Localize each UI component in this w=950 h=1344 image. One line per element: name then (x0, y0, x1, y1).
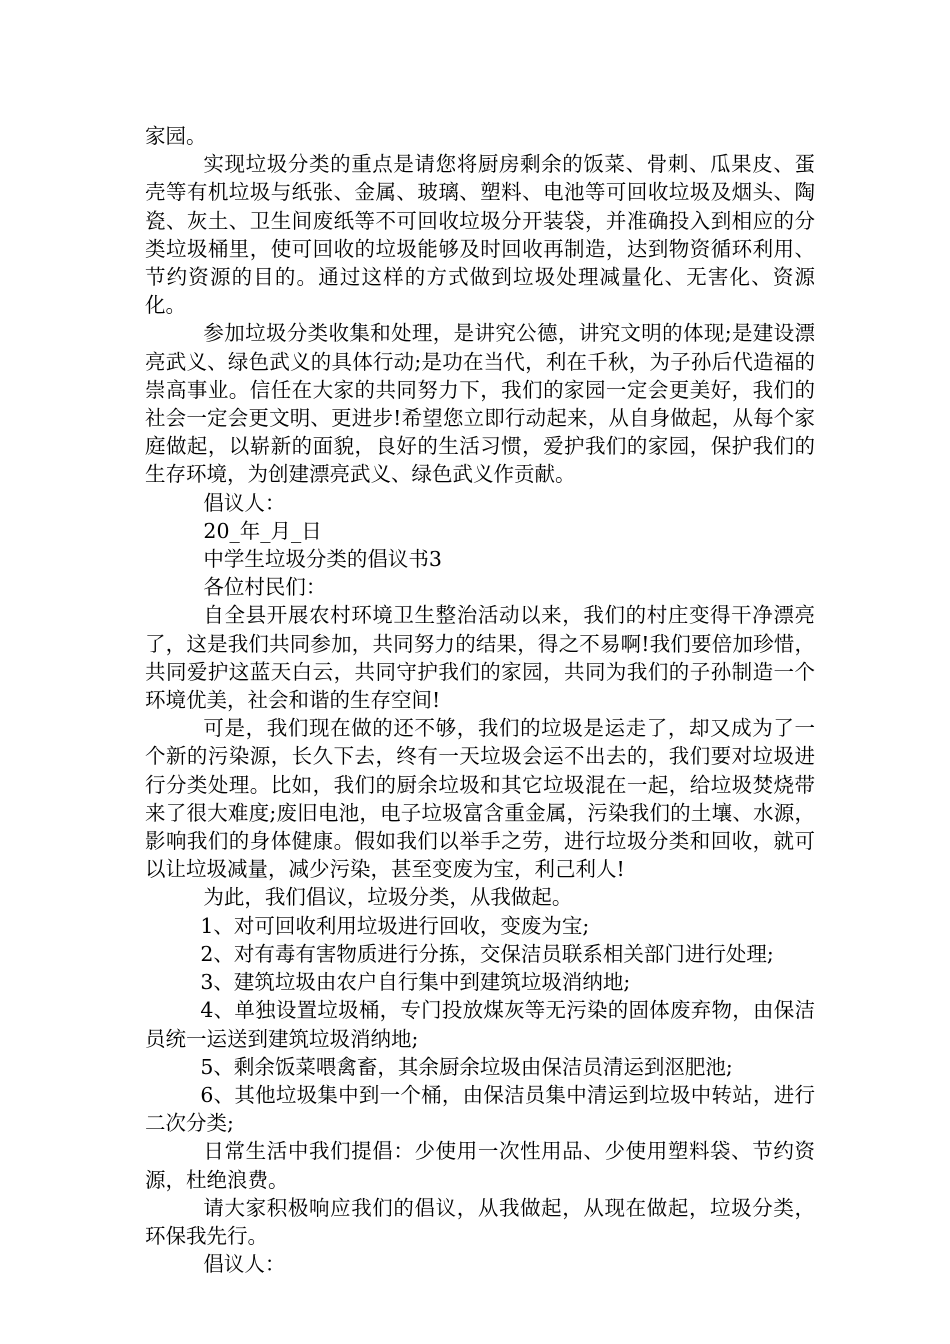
list-item-4: 4、单独设置垃圾桶，专门投放煤灰等无污染的固体废弃物，由保洁员统一运送到建筑垃圾消纳地; (145, 998, 815, 1051)
list-item-1: 1、对可回收利用垃圾进行回收，变废为宝; (200, 913, 590, 938)
list-item-5: 5、剩余饭菜喂禽畜，其余厨余垃圾由保洁员清运到沤肥池; (200, 1054, 733, 1079)
section-title: 中学生垃圾分类的倡议书3 (203, 547, 442, 572)
signature-label-2: 倡议人： (203, 1252, 286, 1277)
paragraph-problem: 可是，我们现在做的还不够，我们的垃圾是运走了，却又成为了一个新的污染源，长久下去，终有一天垃圾会运不出去的，我们要对垃圾进行分类处理。比如，我们的厨余垃圾和其它垃圾混在一起，给垃圾焚烧带来了很大难度;废旧电池，电子垃圾富含重金属，污染我们的土壤、水源，影响我们的身体健康。假如我们以举手之劳，进行垃圾分类和回收，就可以让垃圾减量，减少污染，甚至变废为宝，利己利人! (145, 716, 815, 882)
date-line: 20_年_月_日 (203, 518, 322, 543)
salutation: 各位村民们： (203, 575, 327, 600)
list-item-3: 3、建筑垃圾由农户自行集中到建筑垃圾消纳地; (200, 970, 631, 995)
list-item-2: 2、对有毒有害物质进行分拣，交保洁员联系相关部门进行处理; (200, 941, 774, 966)
paragraph-continuation: 家园。 (145, 124, 207, 148)
signature-label: 倡议人： (203, 490, 286, 515)
paragraph-daily-life: 日常生活中我们提倡：少使用一次性用品、少使用塑料袋、节约资源，杜绝浪费。 (145, 1139, 815, 1192)
paragraph-village-intro: 自全县开展农村环境卫生整治活动以来，我们的村庄变得干净漂亮了，这是我们共同参加，共同努力的结果，得之不易啊!我们要倍加珍惜，共同爱护这蓝天白云，共同守护我们的家园，共同为我们的子孙制造一个环境优美，社会和谐的生存空间! (145, 603, 815, 713)
paragraph-participation: 参加垃圾分类收集和处理，是讲究公德，讲究文明的体现;是建设漂亮武义、绿色武义的具体行动;是功在当代，利在千秋，为子孙后代造福的崇高事业。信任在大家的共同努力下，我们的家园一定会更美好，我们的社会一定会更文明、更进步!希望您立即行动起来，从自身做起，从每个家庭做起，以崭新的面貌，良好的生活习惯，爱护我们的家园，保护我们的生存环境，为创建漂亮武义、绿色武义作贡献。 (145, 321, 815, 487)
document-body (145, 122, 815, 1278)
list-item-6: 6、其他垃圾集中到一个桶，由保洁员集中清运到垃圾中转站，进行二次分类; (145, 1082, 815, 1136)
paragraph-sorting-focus: 实现垃圾分类的重点是请您将厨房剩余的饭菜、骨刺、瓜果皮、蛋壳等有机垃圾与纸张、金属、玻璃、塑料、电池等可回收垃圾及烟头、陶瓷、灰土、卫生间废纸等不可回收垃圾分开装袋，并准确投入到相应的分类垃圾桶里，使可回收的垃圾能够及时回收再制造，达到物资循环利用、节约资源的目的。通过这样的方式做到垃圾处理减量化、无害化、资源化。 (145, 152, 815, 318)
paragraph-closing: 请大家积极响应我们的倡议，从我做起，从现在做起，垃圾分类，环保我先行。 (145, 1195, 815, 1248)
paragraph-call: 为此，我们倡议，垃圾分类，从我做起。 (203, 885, 573, 910)
